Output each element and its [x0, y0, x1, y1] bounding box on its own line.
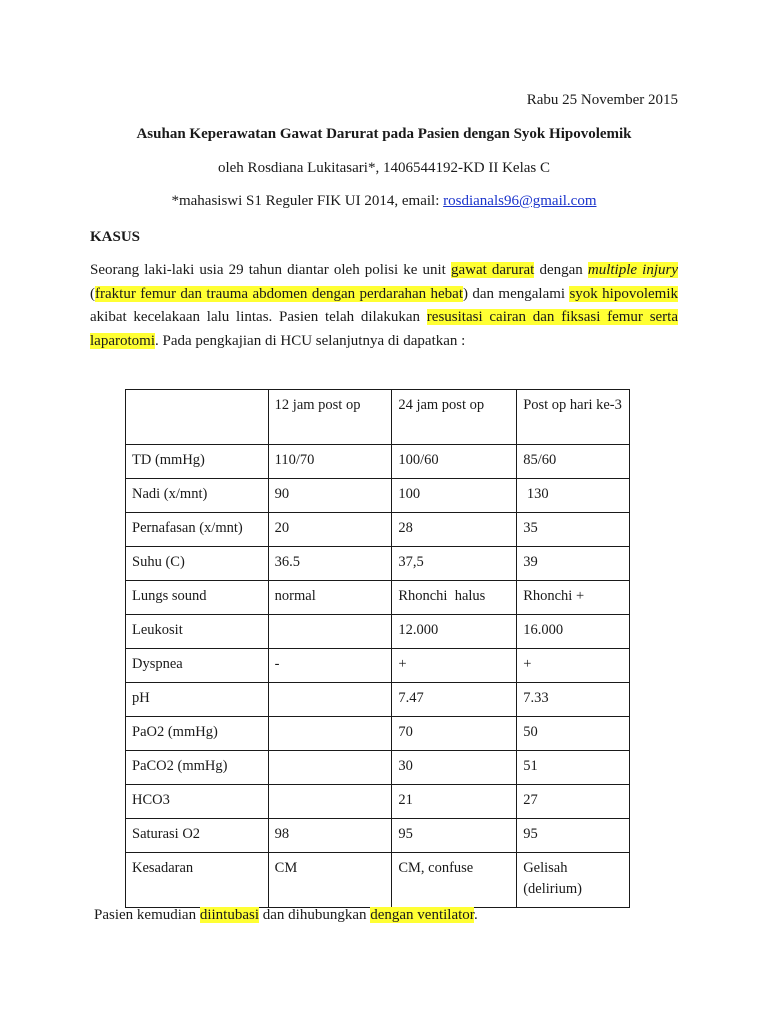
table-cell: CM, confuse — [392, 853, 517, 908]
table-header-cell — [126, 390, 269, 445]
closing-text-3: . — [473, 907, 478, 923]
table-cell — [268, 615, 392, 649]
table-header-row — [126, 390, 630, 445]
table-cell: Dyspnea — [126, 649, 269, 683]
table-cell: Gelisah (delirium) — [517, 853, 630, 908]
table-cell: 28 — [392, 513, 517, 547]
email-link[interactable]: rosdianals96@gmail.com — [443, 193, 597, 209]
closing-text-2: dan dihubungkan — [259, 907, 371, 923]
table-row — [126, 513, 630, 547]
highlight-ventilator: dengan ventilator — [370, 907, 474, 923]
vital-signs-table — [125, 389, 630, 908]
table-cell: 16.000 — [517, 615, 630, 649]
highlight-syok: syok hipovolemik — [569, 285, 678, 302]
table-cell: 95 — [392, 819, 517, 853]
table-cell — [268, 785, 392, 819]
table-cell: pH — [126, 683, 269, 717]
closing-paragraph — [94, 907, 478, 924]
table-cell: HCO3 — [126, 785, 269, 819]
table-cell: 98 — [268, 819, 392, 853]
table-cell: Lungs sound — [126, 581, 269, 615]
table-header-cell: 24 jam post op — [392, 390, 517, 445]
case-text-4: ) dan mengalami — [463, 285, 570, 302]
table-cell: 37,5 — [392, 547, 517, 581]
table-cell — [268, 683, 392, 717]
author-line: oleh Rosdiana Lukitasari*, 1406544192-KD II Kelas C — [217, 160, 551, 176]
table-row — [126, 683, 630, 717]
case-text-3: ( — [90, 285, 95, 302]
table-row — [126, 853, 630, 908]
table-cell: Rhonchi + — [517, 581, 630, 615]
table-cell: Suhu (C) — [126, 547, 269, 581]
document-title: Asuhan Keperawatan Gawat Darurat pada Pasien dengan Syok Hipovolemik — [136, 126, 632, 142]
table-cell: Leukosit — [126, 615, 269, 649]
highlight-multiple-injury: multiple injury — [587, 262, 678, 278]
table-cell: 95 — [517, 819, 630, 853]
highlight-gawat-darurat: gawat darurat — [450, 262, 535, 278]
table-row — [126, 751, 630, 785]
table-cell: 21 — [392, 785, 517, 819]
table-cell: 7.47 — [392, 683, 517, 717]
table-cell: + — [392, 649, 517, 683]
table-cell: PaO2 (mmHg) — [126, 717, 269, 751]
table-row — [126, 615, 630, 649]
table-cell: 85/60 — [517, 445, 630, 479]
table-cell: 27 — [517, 785, 630, 819]
table-cell: Rhonchi halus — [392, 581, 517, 615]
table-cell: Kesadaran — [126, 853, 269, 908]
table-row — [126, 649, 630, 683]
table-cell: 39 — [517, 547, 630, 581]
table-cell: Saturasi O2 — [126, 819, 269, 853]
table-cell: 35 — [517, 513, 630, 547]
table-row — [126, 479, 630, 513]
table-cell: 7.33 — [517, 683, 630, 717]
table-cell: Nadi (x/mnt) — [126, 479, 269, 513]
table-cell — [268, 751, 392, 785]
document-date: Rabu 25 November 2015 — [526, 92, 678, 108]
table-cell: CM — [268, 853, 392, 908]
table-cell: 110/70 — [268, 445, 392, 479]
table-cell: 20 — [268, 513, 392, 547]
table-cell: 12.000 — [392, 615, 517, 649]
table-cell: 100 — [392, 479, 517, 513]
table-cell: normal — [268, 581, 392, 615]
table-cell: 51 — [517, 751, 630, 785]
table-cell: Pernafasan (x/mnt) — [126, 513, 269, 547]
table-cell: TD (mmHg) — [126, 445, 269, 479]
table-cell: 36.5 — [268, 547, 392, 581]
affiliation-text: *mahasiswi S1 Reguler FIK UI 2014, email: — [171, 193, 444, 209]
table-header-cell: 12 jam post op — [268, 390, 392, 445]
case-text-1: Seorang laki-laki usia 29 tahun diantar oleh polisi ke unit — [90, 262, 451, 278]
table-cell: 100/60 — [392, 445, 517, 479]
table-cell: PaCO2 (mmHg) — [126, 751, 269, 785]
closing-text-1: Pasien kemudian — [94, 907, 200, 923]
table-cell: 130 — [517, 479, 630, 513]
highlight-diintubasi: diintubasi — [199, 907, 259, 923]
affiliation-line — [0, 193, 768, 210]
table-cell: 30 — [392, 751, 517, 785]
table-header-cell: Post op hari ke-3 — [517, 390, 630, 445]
table-row — [126, 819, 630, 853]
table-row — [126, 717, 630, 751]
highlight-fraktur: fraktur femur dan trauma abdomen dengan perdarahan hebat — [95, 285, 463, 302]
case-text-2: dengan — [534, 262, 588, 278]
table-row — [126, 547, 630, 581]
table-cell: 90 — [268, 479, 392, 513]
table-cell: 70 — [392, 717, 517, 751]
table-row — [126, 581, 630, 615]
table-cell: - — [268, 649, 392, 683]
table-row — [126, 785, 630, 819]
case-heading: KASUS — [90, 229, 141, 245]
table-cell — [268, 717, 392, 751]
highlight-resusitasi: resusitasi cairan dan fiksasi femur serta laparotomi — [90, 309, 679, 349]
case-text-5: akibat kecelakaan lalu lintas. Pasien telah dilakukan — [90, 309, 427, 325]
case-paragraph — [90, 259, 678, 353]
table-cell: 50 — [517, 717, 630, 751]
case-text-6: . Pada pengkajian di HCU selanjutnya di dapatkan : — [154, 332, 466, 349]
table-cell: + — [517, 649, 630, 683]
table-row — [126, 445, 630, 479]
